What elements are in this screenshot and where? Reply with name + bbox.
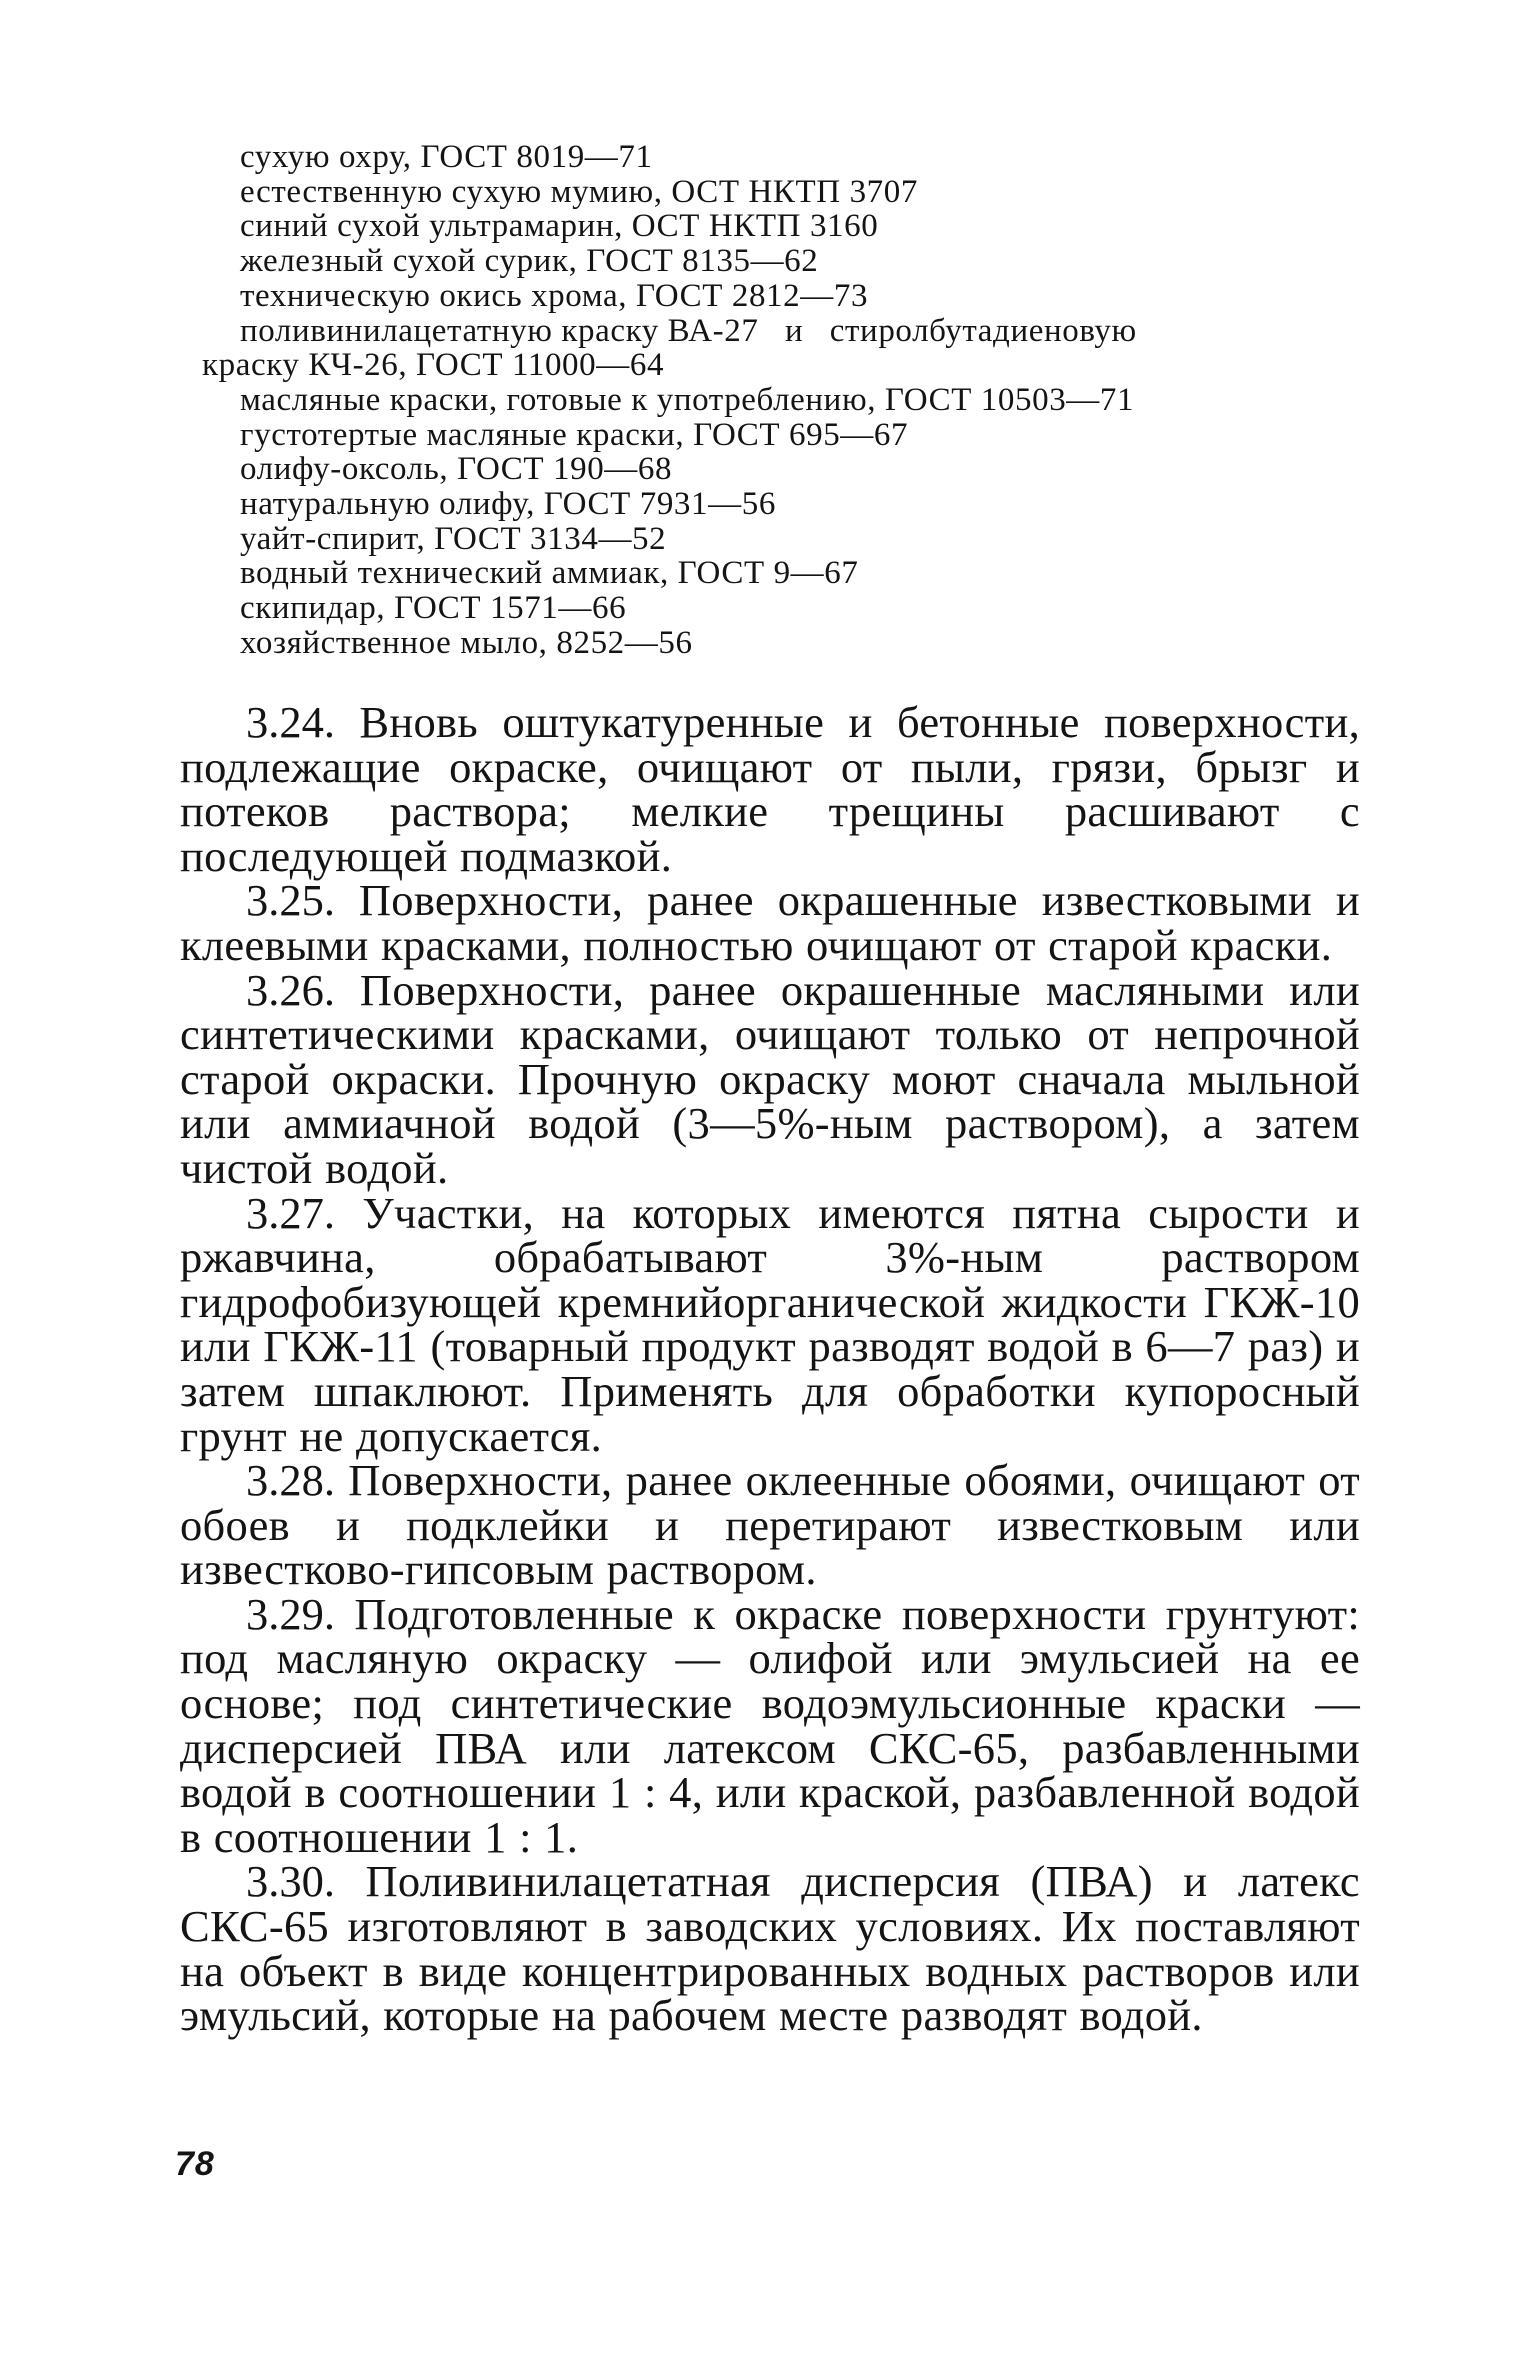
paragraph-3-28 (180, 1455, 1360, 1595)
list-item: техническую окись хрома, ГОСТ 2812—73 (240, 277, 869, 314)
list-item: железный сухой сурик, ГОСТ 8135—62 (240, 243, 819, 280)
paragraph-number: 3.27. (246, 1187, 335, 1238)
paragraph-text: Поливинилацетатная дисперсия (ПВА) и латекс СКС-65 изготовляют в заводских условиях. Их поставляют на объект в виде концентрированных водных растворов или эмульсий, которые на рабочем месте разводят водой. (180, 1856, 1360, 2041)
list-item-continuation: краску КЧ-26, ГОСТ 11000—64 (202, 347, 665, 384)
paragraph-text: Участки, на которых имеются пятна сырости и ржавчина, обрабатывают 3%-ным раствором гидрофобизующей кремнийорганической жидкости ГКЖ-10 или ГКЖ-11 (товарный продукт разводят водой в 6—7 раз) и затем шпаклюют. Применять для обработки купоросный грунт не допускается. (180, 1187, 1360, 1461)
list-item: уайт-спирит, ГОСТ 3134—52 (240, 520, 667, 557)
paragraph-number: 3.26. (246, 964, 335, 1015)
paragraph-text: Вновь оштукатуренные и бетонные поверхности, подлежащие окраске, очищают от пыли, грязи, брызг и потеков раствора; мелкие трещины расшивают с последующей подмазкой. (180, 697, 1360, 881)
paragraph-3-26 (180, 964, 1360, 1193)
list-item: водный технический аммиак, ГОСТ 9—67 (240, 555, 859, 592)
paragraph-number: 3.25. (246, 875, 335, 926)
list-item: густотертые масляные краски, ГОСТ 695—67 (240, 416, 909, 453)
paragraph-text: Поверхности, ранее окрашенные известковыми и клеевыми красками, полностью очищают от старой краски. (180, 875, 1360, 970)
paragraph-3-29 (180, 1588, 1360, 1862)
paragraph-text: Поверхности, ранее оклеенные обоями, очищают от обоев и подклейки и перетирают известковым или известково-гипсовым раствором. (180, 1455, 1360, 1595)
list-item: натуральную олифу, ГОСТ 7931—56 (240, 486, 776, 523)
paragraph-3-30 (180, 1856, 1360, 2041)
paragraph-number: 3.30. (246, 1856, 335, 1907)
paragraph-number: 3.24. (246, 697, 335, 747)
list-item: хозяйственное мыло, 8252—56 (240, 624, 693, 661)
paragraph-number: 3.29. (246, 1588, 335, 1639)
list-item: синий сухой ультрамарин, ОСТ НКТП 3160 (240, 208, 879, 245)
paragraph-text: Поверхности, ранее окрашенные масляными или синтетическими красками, очищают только от непрочной старой окраски. Прочную окраску моют сначала мыльной или аммиачной водой (3—5%-ным раствором), а затем чистой водой. (180, 964, 1360, 1193)
list-item: скипидар, ГОСТ 1571—66 (240, 590, 627, 627)
list-item: сухую охру, ГОСТ 8019—71 (240, 139, 653, 175)
page-number: 78 (175, 2145, 215, 2183)
paragraph-text: Подготовленные к окраске поверхности грунтуют: под масляную окраску — олифой или эмульсией на ее основе; под синтетические водоэмульсионные краски — дисперсией ПВА или латексом СКС-65, разбавленными водой в соотношении 1 : 4, или краской, разбавленной водой в соотношении 1 : 1. (180, 1588, 1360, 1862)
paragraph-number: 3.28. (246, 1455, 335, 1506)
body-text (180, 697, 1360, 2041)
materials-list (202, 139, 1350, 661)
list-item: поливинилацетатную краску ВА-27 и стиролбутадиеновую (240, 312, 1137, 349)
list-item: олифу-оксоль, ГОСТ 190—68 (240, 451, 673, 488)
paragraph-3-24 (180, 697, 1360, 881)
paragraph-3-27 (180, 1187, 1360, 1461)
list-item: естественную сухую мумию, ОСТ НКТП 3707 (240, 173, 918, 210)
list-item: масляные краски, готовые к употреблению, ГОСТ 10503—71 (240, 381, 1135, 418)
paragraph-3-25 (180, 875, 1360, 970)
